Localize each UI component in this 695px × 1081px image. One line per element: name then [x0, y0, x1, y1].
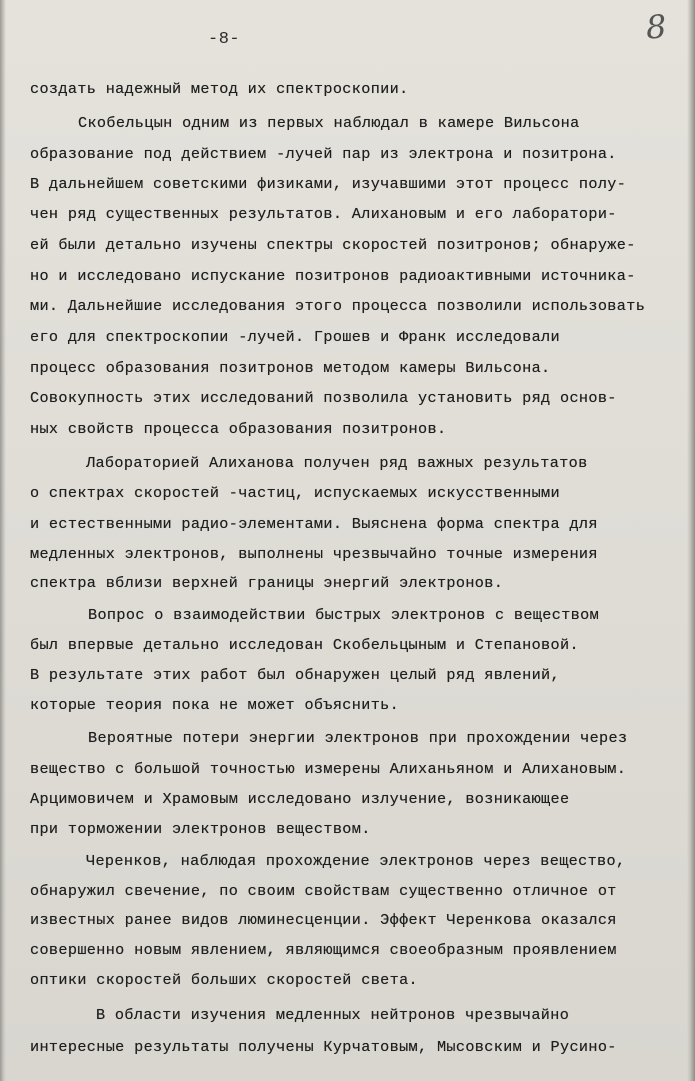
text-line: которые теория пока не может объяснить.: [30, 696, 400, 714]
text-line: его для спектроскопии -лучей. Грошев и Франк исследовали: [30, 328, 560, 346]
text-line: создать надежный метод их спектроскопии.: [30, 80, 409, 98]
page-edge-right: [687, 0, 695, 1081]
page-edge-left: [0, 0, 6, 1081]
text-line: Вопрос о взаимодействии быстрых электронов с веществом: [88, 606, 600, 624]
text-line: оптики скоростей больших скоростей света.: [30, 971, 419, 989]
text-line: при торможении электронов веществом.: [30, 820, 371, 838]
text-line: ми. Дальнейшие исследования этого процесса позволили использовать: [30, 297, 646, 315]
text-line: вещество с большой точностью измерены Алиханьяном и Алихановым.: [30, 760, 627, 778]
text-line: Скобельцын одним из первых наблюдал в камере Вильсона: [78, 114, 580, 132]
text-line: чен ряд существенных результатов. Алихановым и его лаборатори-: [30, 205, 617, 223]
text-line: и естественными радио-элементами. Выяснена форма спектра для: [30, 515, 598, 533]
text-line: В дальнейшем советскими физиками, изучавшими этот процесс полу-: [30, 175, 627, 193]
text-line: образование под действием -лучей пар из электрона и позитрона.: [30, 145, 617, 163]
text-line: спектра вблизи верхней границы энергий электронов.: [30, 574, 504, 592]
text-line: о спектрах скоростей -частиц, испускаемых искусственными: [30, 484, 560, 502]
text-line: ных свойств процесса образования позитронов.: [30, 420, 447, 438]
text-line: совершенно новым явлением, являющимся своеобразным проявлением: [30, 941, 617, 959]
handwritten-folio-number: 8: [644, 7, 668, 47]
text-line: Черенков, наблюдая прохождение электронов через вещество,: [86, 852, 626, 870]
text-line: обнаружил свечение, по своим свойствам существенно отличное от: [30, 882, 617, 900]
text-line: интересные результаты получены Курчатовым, Мысовским и Русино-: [30, 1038, 617, 1056]
text-line: но и исследовано испускание позитронов радиоактивными источника-: [30, 267, 636, 285]
text-line: известных ранее видов люминесценции. Эффект Черенкова оказался: [30, 911, 617, 929]
text-line: Вероятные потери энергии электронов при прохождении через: [88, 729, 628, 747]
text-line: медленных электронов, выполнены чрезвычайно точные измерения: [30, 545, 598, 563]
text-line: Арцимовичем и Храмовым исследовано излучение, возникающее: [30, 790, 570, 808]
text-line: процесс образования позитронов методом камеры Вильсона.: [30, 359, 551, 377]
text-line: был впервые детально исследован Скобельцыным и Степановой.: [30, 636, 579, 654]
text-line: Лабораторией Алиханова получен ряд важных результатов: [86, 454, 588, 472]
text-line: Совокупность этих исследований позволила установить ряд основ-: [30, 389, 617, 407]
page-number: -8-: [208, 30, 241, 49]
text-line: В результате этих работ был обнаружен целый ряд явлений,: [30, 666, 560, 684]
text-line: ей были детально изучены спектры скоростей позитронов; обнаруже-: [30, 236, 636, 254]
text-line: В области изучения медленных нейтронов чрезвычайно: [96, 1006, 570, 1024]
